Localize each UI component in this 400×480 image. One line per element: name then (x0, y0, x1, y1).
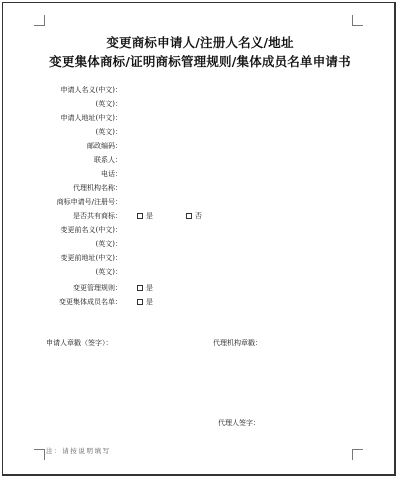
field-row-change-rules (0, 282, 400, 294)
field-row-applicant-name-cn (0, 84, 400, 96)
field-row-former-name-cn (0, 224, 400, 236)
corner-mark-top-left (34, 15, 45, 26)
field-row-agency-name (0, 182, 400, 194)
option-yes[interactable] (137, 210, 153, 222)
checkbox-icon[interactable] (137, 285, 143, 291)
field-label: 变更前名义(中文)： (60, 226, 122, 234)
field-row-applicant-address-en (0, 126, 400, 138)
field-label: 代理机构名称： (73, 184, 122, 192)
field-label: 变更管理规则： (73, 284, 122, 292)
field-row-trademark-number (0, 196, 400, 208)
option-label: 是 (146, 284, 153, 292)
field-label: 联系人： (94, 156, 122, 164)
field-row-former-name-en (0, 238, 400, 250)
field-label: (英文)： (95, 100, 122, 108)
corner-mark-top-right (352, 15, 363, 26)
field-label: 变更前地址(中文)： (60, 254, 122, 262)
field-row-shared-trademark (0, 210, 400, 222)
field-row-applicant-address-cn (0, 112, 400, 124)
field-row-phone (0, 168, 400, 180)
field-label: 申请人名义(中文)： (60, 86, 122, 94)
field-row-former-address-cn (0, 252, 400, 264)
footer-note: 注：请按说明填写 (46, 447, 111, 455)
option-label: 是 (146, 212, 153, 220)
form-title-line-1: 变更商标申请人/注册人名义/地址 (106, 35, 294, 50)
field-label: (英文)： (95, 128, 122, 136)
field-label: 申请人地址(中文)： (60, 114, 122, 122)
agency-seal-label: 代理机构章戳： (213, 339, 262, 347)
checkbox-icon[interactable] (186, 213, 192, 219)
form-title-line-2: 变更集体商标/证明商标管理规则/集体成员名单申请书 (49, 54, 351, 69)
option-yes[interactable] (137, 296, 153, 308)
field-label: 商标申请号/注册号： (56, 198, 122, 206)
field-row-postal-code (0, 140, 400, 152)
agent-signature-label: 代理人签字： (218, 419, 260, 427)
field-row-contact-person (0, 154, 400, 166)
field-label: 邮政编码： (87, 142, 122, 150)
option-no[interactable] (186, 210, 202, 222)
field-row-former-address-en (0, 266, 400, 278)
option-label: 否 (195, 212, 202, 220)
field-label: (英文)： (95, 240, 122, 248)
field-row-applicant-name-en (0, 98, 400, 110)
option-label: 是 (146, 298, 153, 306)
applicant-seal-label: 申请人章戳（签字）： (46, 339, 113, 347)
field-row-change-member-list (0, 296, 400, 308)
corner-mark-bottom-right (352, 449, 363, 460)
corner-mark-bottom-left (34, 449, 45, 460)
field-label: 变更集体成员名单： (59, 298, 122, 306)
field-label: 电话： (101, 170, 122, 178)
field-label: (英文)： (95, 268, 122, 276)
checkbox-icon[interactable] (137, 213, 143, 219)
checkbox-icon[interactable] (137, 299, 143, 305)
field-label: 是否共有商标： (73, 212, 122, 220)
option-yes[interactable] (137, 282, 153, 294)
